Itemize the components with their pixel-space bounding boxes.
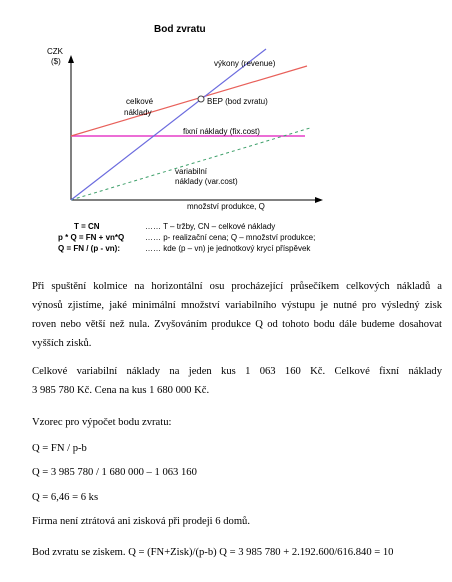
- total-costs-label-1: celkové: [126, 97, 154, 106]
- formula-3: Q = FN / (p - vn):: [58, 244, 120, 253]
- paragraph-line: 3 985 780 Kč. Cena na kus 1 680 000 Kč.: [32, 385, 210, 396]
- y-axis-unit: ($): [51, 57, 61, 66]
- y-axis-arrow: [68, 55, 74, 63]
- formula-3-note: …… kde (p – vn) je jednotkový krycí příspěvek: [145, 244, 311, 253]
- bep-marker: [198, 96, 204, 102]
- fixed-cost-label: fixní náklady (fix.cost): [183, 127, 260, 136]
- variable-cost-line: [71, 128, 310, 200]
- formula-2-note: …… p- realizační cena; Q – množství produkce;: [145, 233, 316, 242]
- formula-substituted: Q = 3 985 780 / 1 680 000 – 1 063 160: [32, 467, 197, 478]
- paragraph-kolmice: [32, 277, 442, 353]
- x-axis-arrow: [315, 197, 323, 203]
- formula-general: Q = FN / p-b: [32, 443, 87, 454]
- conclusion: Firma není ztrátová ani zisková při prodeji 6 domů.: [32, 516, 250, 527]
- bep-label: BEP (bod zvratu): [207, 97, 268, 106]
- paragraph-line: Celkové variabilní náklady na jeden kus 1 063 160 Kč. Celkové fixní náklady: [32, 366, 442, 377]
- y-axis-label: CZK: [47, 47, 63, 56]
- x-axis-label: množství produkce, Q: [187, 202, 265, 211]
- paragraph-line: roven nebo větší než nula. Zvyšováním produkce Q od tohoto bodu dále budeme dosahovat: [32, 319, 442, 330]
- revenue-label: výkony (revenue): [214, 59, 276, 68]
- paragraph-line: vyšších zisků.: [32, 338, 92, 349]
- variable-cost-label-1: variabilní: [175, 167, 208, 176]
- diagram-title: Bod zvratu: [154, 24, 206, 35]
- variable-cost-label-2: náklady (var.cost): [175, 177, 238, 186]
- profit-break-even: Bod zvratu se ziskem. Q = (FN+Zisk)/(p-b) Q = 3 985 780 + 2.192.600/616.840 = 10: [32, 547, 394, 558]
- total-cost-line: [71, 66, 307, 136]
- formula-result: Q = 6,46 = 6 ks: [32, 492, 99, 503]
- paragraph-line: Při spuštění kolmice na horizontální osu procházející průsečíkem celkových nákladů a: [32, 281, 442, 292]
- paragraph-naklady: [32, 362, 442, 400]
- formula-1-note: …… T – tržby, CN – celkové náklady: [145, 222, 276, 231]
- total-costs-label-2: náklady: [124, 108, 152, 117]
- formula-intro: Vzorec pro výpočet bodu zvratu:: [32, 417, 172, 428]
- formula-2: p * Q = FN + vn*Q: [58, 233, 125, 242]
- formula-1: T = CN: [74, 222, 100, 231]
- paragraph-line: výnosů zjistíme, jaké minimální množství variabilního výstupu je nutné pro výsledný zisk: [32, 300, 442, 311]
